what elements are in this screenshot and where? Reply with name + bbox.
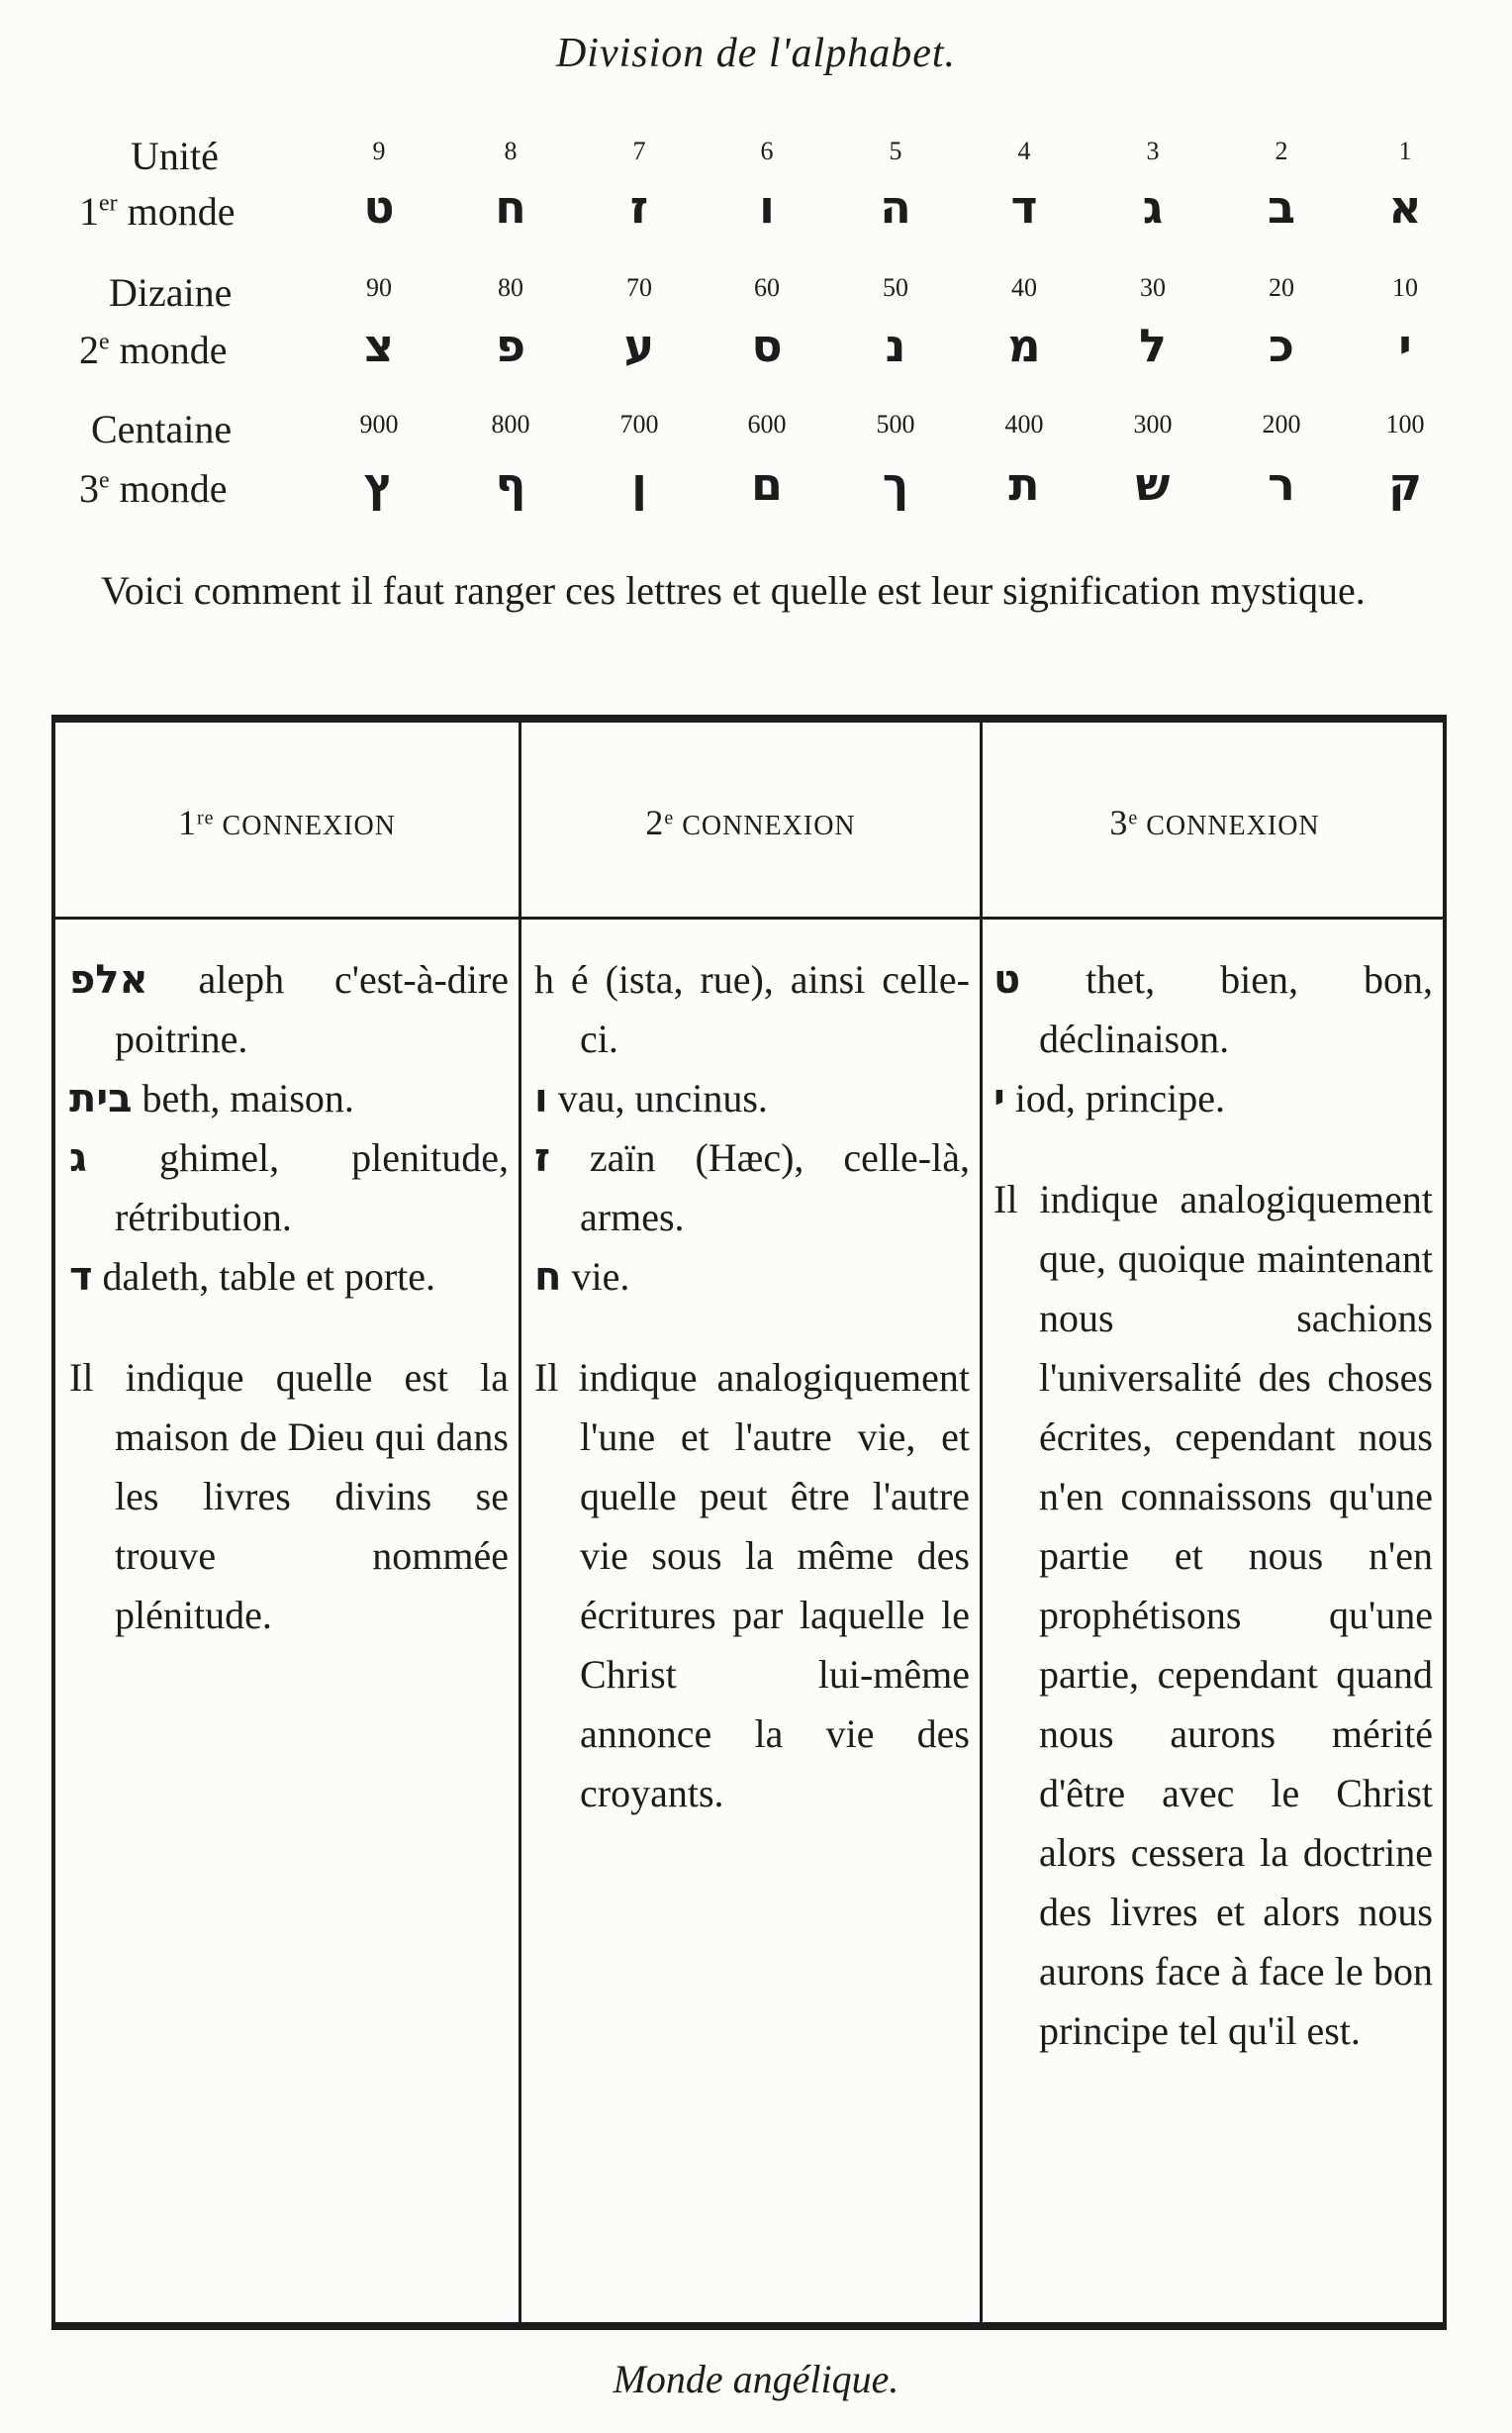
row-label-sub-sup: er <box>99 190 118 217</box>
hebrew-letter: ס <box>751 319 783 372</box>
column-header-num: 1 <box>178 803 197 842</box>
column-explanation: Il indique analogiquement l'une et l'autre vie, et quelle peut être l'autre vie sous la même des écritures par laquelle le Christ lui-même annonce la vie des croyants. <box>534 1355 970 1815</box>
numeric-value: 80 <box>498 273 523 302</box>
letter-entry <box>534 1128 970 1247</box>
row-label-sub-word: monde <box>119 328 228 372</box>
column-body-3 <box>993 950 1433 2061</box>
column-explanation: Il indique quelle est la maison de Dieu qui dans les livres divins se trouve nommée plénitude. <box>69 1355 509 1637</box>
numeric-value: 10 <box>1392 273 1418 302</box>
connexion-table <box>51 715 1447 2330</box>
hebrew-letter: ר <box>1268 457 1295 511</box>
column-header-num: 2 <box>645 803 665 842</box>
row-label-sub-sup: e <box>99 329 110 355</box>
row-label-sub-num: 2 <box>79 328 99 372</box>
hebrew-letter: ק <box>1388 457 1422 511</box>
hebrew-letter: נ <box>885 319 906 372</box>
numeric-value: 700 <box>619 410 659 438</box>
entry-text: beth, maison. <box>142 1076 354 1120</box>
hebrew-letter: ע <box>623 319 655 372</box>
numeric-value: 20 <box>1269 273 1294 302</box>
row-label-sub-word: monde <box>127 189 236 234</box>
letter-entry <box>993 950 1433 1069</box>
column-divider <box>980 723 983 2322</box>
entry-text: daleth, table et porte. <box>102 1254 436 1299</box>
hebrew-letter: ה <box>880 180 911 234</box>
entry-text: zaïn (Hæc), celle-là, armes. <box>580 1135 970 1239</box>
numeric-value: 5 <box>889 137 902 165</box>
hebrew-letter: י <box>1398 319 1412 372</box>
numeric-value: 3 <box>1146 137 1160 165</box>
entry-hebrew: ח <box>534 1254 562 1300</box>
numeric-value: 8 <box>504 137 518 165</box>
column-header-sup: e <box>664 807 675 829</box>
hebrew-letter: ף <box>495 457 526 511</box>
hebrew-letter: ב <box>1267 180 1296 234</box>
numeric-value: 90 <box>366 273 392 302</box>
hebrew-letter: ג <box>1142 180 1164 234</box>
row-label-sub-word: monde <box>119 466 228 511</box>
hebrew-letter: ט <box>363 180 395 234</box>
column-body-1 <box>69 950 509 1645</box>
letter-entry <box>69 1069 509 1128</box>
numeric-value: 9 <box>372 137 386 165</box>
numeric-value: 7 <box>632 137 646 165</box>
entry-text: iod, principe. <box>1014 1076 1225 1120</box>
numeric-value: 2 <box>1275 137 1288 165</box>
entry-text: ghimel, plenitude, rétribution. <box>115 1135 509 1239</box>
entry-hebrew: אלפ <box>69 957 148 1003</box>
hebrew-letter: פ <box>495 319 526 372</box>
column-header-1 <box>55 802 519 843</box>
letter-entry <box>993 1069 1433 1128</box>
numeric-value: 800 <box>491 410 530 438</box>
hebrew-letter: ו <box>759 180 775 234</box>
numeric-value: 4 <box>1017 137 1031 165</box>
numeric-value: 300 <box>1133 410 1173 438</box>
hebrew-letter: ז <box>629 180 649 234</box>
row-label-sub-num: 1 <box>79 189 99 234</box>
header-divider <box>55 917 1443 920</box>
hebrew-letter: ם <box>750 457 784 511</box>
entry-hebrew: ט <box>993 957 1021 1003</box>
entry-hebrew: ג <box>69 1135 87 1181</box>
column-header-2 <box>521 802 980 843</box>
numeric-value: 400 <box>1004 410 1044 438</box>
row-label-main: Centaine <box>91 407 233 451</box>
numeric-value: 100 <box>1385 410 1425 438</box>
column-header-word: CONNEXION <box>682 811 856 841</box>
entry-hebrew: ד <box>69 1254 93 1300</box>
hebrew-letter: ד <box>1010 180 1038 234</box>
numeric-value: 40 <box>1011 273 1037 302</box>
row-label-sub <box>79 465 228 512</box>
numeric-value: 50 <box>883 273 908 302</box>
hebrew-letter: ץ <box>363 457 395 511</box>
row-label-sub-num: 3 <box>79 466 99 511</box>
hebrew-letter: ן <box>631 457 647 511</box>
entry-hebrew: ז <box>534 1135 551 1181</box>
column-header-sup: e <box>1128 807 1139 829</box>
entry-text: aleph c'est-à-dire poitrine. <box>115 957 509 1061</box>
section-footer: Monde angélique. <box>613 2357 899 2401</box>
entry-text: vau, uncinus. <box>557 1076 768 1120</box>
numeric-value: 600 <box>747 410 787 438</box>
hebrew-letter: כ <box>1268 319 1295 372</box>
numeric-value: 30 <box>1140 273 1166 302</box>
page-title: Division de l'alphabet. <box>555 31 957 76</box>
entry-text: h é (ista, rue), ainsi celle-ci. <box>534 957 970 1061</box>
entry-text: thet, bien, bon, déclinaison. <box>1039 957 1433 1061</box>
hebrew-letter: ש <box>1135 457 1171 511</box>
column-divider <box>519 723 521 2322</box>
entry-text: vie. <box>571 1254 630 1299</box>
numeric-value: 500 <box>876 410 915 438</box>
numeric-value: 60 <box>754 273 780 302</box>
numeric-value: 900 <box>359 410 399 438</box>
hebrew-letter: ל <box>1139 319 1167 372</box>
column-explanation: Il indique analogiquement que, quoique maintenant nous sachions l'universalité des choses écrites, cependant nous n'en connaissons qu'une partie et nous n'en prophétisons qu'une partie, cependant quand nous aurons mérité d'être avec le Christ alors cessera la doctrine des livres et alors nous aurons face à face le bon principe tel qu'il est. <box>993 1177 1433 2053</box>
alphabet-grid <box>0 0 1512 554</box>
column-header-sup: re <box>197 807 215 829</box>
numeric-value: 1 <box>1398 137 1412 165</box>
hebrew-letter: צ <box>363 319 395 372</box>
letter-entry <box>534 950 970 1069</box>
hebrew-letter: מ <box>1007 319 1041 372</box>
column-header-word: CONNEXION <box>1146 811 1320 841</box>
row-label-sub <box>79 188 236 235</box>
row-label-main: Dizaine <box>109 270 233 315</box>
numeric-value: 70 <box>626 273 652 302</box>
column-header-word: CONNEXION <box>222 811 396 841</box>
row-label-sub <box>79 327 228 373</box>
hebrew-letter: א <box>1388 180 1422 234</box>
row-label-sub-sup: e <box>99 467 110 494</box>
column-header-3 <box>983 802 1447 843</box>
entry-hebrew: י <box>993 1076 1005 1121</box>
entry-hebrew: ו <box>534 1076 548 1121</box>
numeric-value: 6 <box>760 137 774 165</box>
column-header-num: 3 <box>1109 803 1129 842</box>
letter-entry <box>534 1069 970 1128</box>
column-body-2 <box>534 950 970 1823</box>
entry-hebrew: בית <box>69 1076 133 1121</box>
intro-paragraph: Voici comment il faut ranger ces lettres et quelle est leur signification mystique. <box>101 568 1366 613</box>
hebrew-letter: ת <box>1008 457 1040 511</box>
hebrew-letter: ח <box>495 180 526 234</box>
row-label-main: Unité <box>131 134 219 178</box>
letter-entry <box>69 1128 509 1247</box>
numeric-value: 200 <box>1262 410 1301 438</box>
letter-entry <box>69 950 509 1069</box>
letter-entry <box>534 1247 970 1307</box>
letter-entry <box>69 1247 509 1307</box>
hebrew-letter: ך <box>882 457 909 511</box>
